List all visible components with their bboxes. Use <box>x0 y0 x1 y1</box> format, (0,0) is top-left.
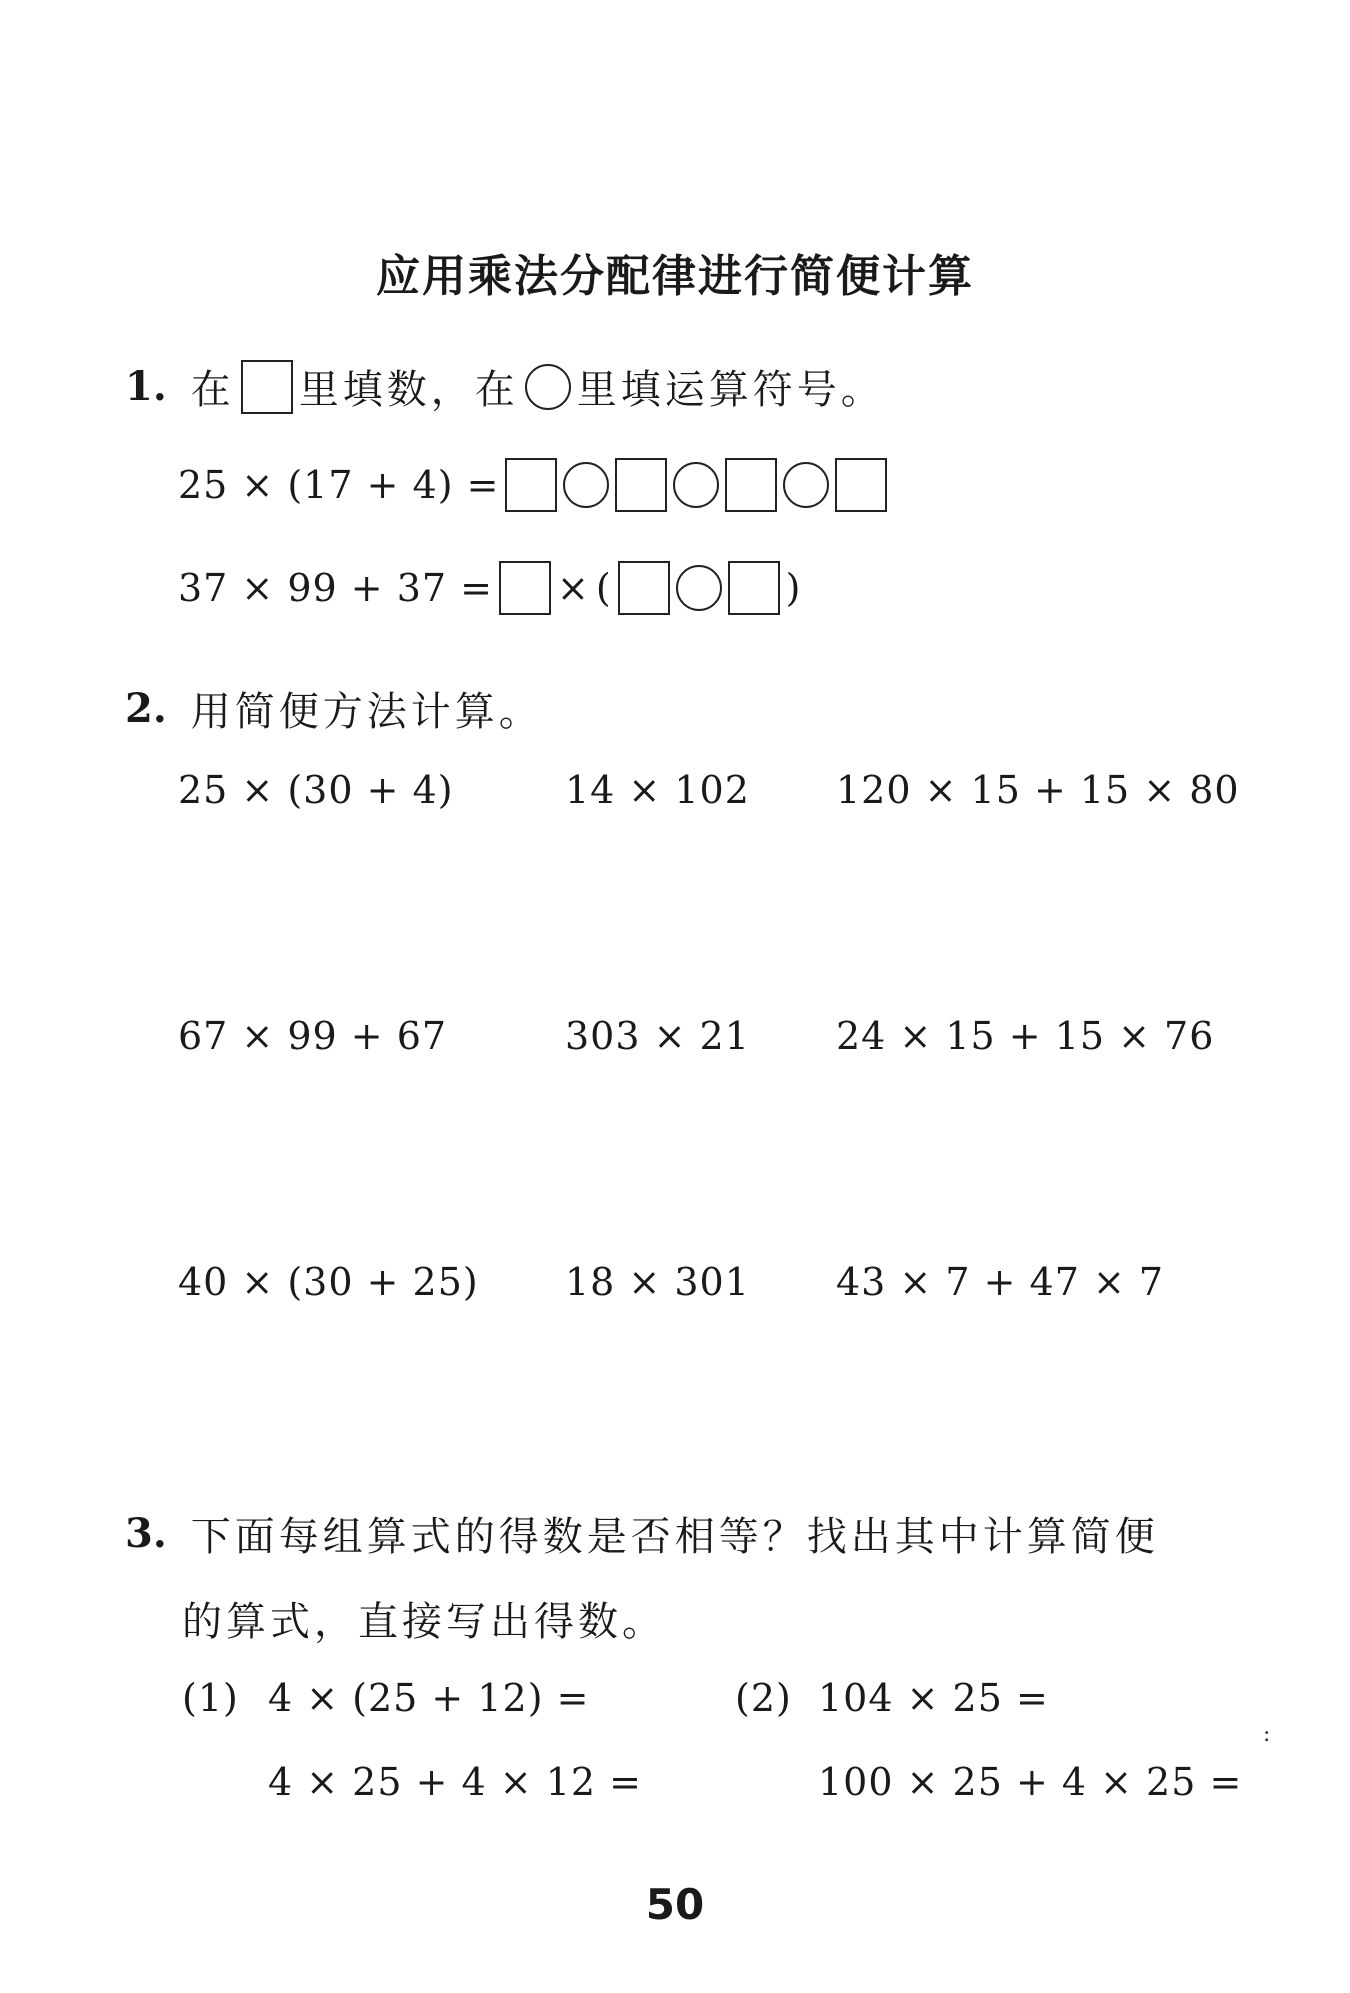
exercise: 25 × (30 + 4) <box>178 768 454 812</box>
answer-box[interactable] <box>505 458 557 512</box>
close-paren: ) <box>785 566 802 610</box>
answer-box-icon <box>241 360 293 414</box>
question-number: 3. <box>125 1510 167 1557</box>
question-text: 在 <box>190 367 235 413</box>
equation: 4 × 25 + 4 × 12 = <box>268 1760 642 1804</box>
times-sign: × <box>556 566 590 610</box>
answer-box[interactable] <box>499 561 551 615</box>
operator-circle[interactable] <box>563 462 609 508</box>
operator-circle[interactable] <box>783 462 829 508</box>
equation: 4 × (25 + 12) = <box>268 1676 590 1720</box>
answer-box[interactable] <box>618 561 670 615</box>
operator-circle[interactable] <box>676 565 722 611</box>
exercise: 120 × 15 + 15 × 80 <box>836 768 1240 812</box>
question-text: 里填数，在 <box>298 367 519 413</box>
question-text: 里填运算符号。 <box>576 367 885 413</box>
exercise: 43 × 7 + 47 × 7 <box>836 1260 1165 1304</box>
exercise: 40 × (30 + 25) <box>178 1260 479 1304</box>
part-label: (1) <box>182 1676 239 1720</box>
question-text-continued: 的算式，直接写出得数。 <box>182 1599 666 1645</box>
answer-circle-icon <box>525 364 571 410</box>
open-paren: ( <box>595 566 612 610</box>
answer-box[interactable] <box>835 458 887 512</box>
expression: 37 × 99 + 37 = <box>178 566 493 610</box>
page-title: 应用乘法分配律进行简便计算 <box>376 251 974 302</box>
question-1-line-1 <box>178 458 887 512</box>
operator-circle[interactable] <box>673 462 719 508</box>
question-1-prompt <box>125 358 885 415</box>
expression: 25 × (17 + 4) = <box>178 463 500 507</box>
stray-mark: : <box>1263 1722 1271 1747</box>
question-2-prompt <box>125 680 543 737</box>
answer-box[interactable] <box>725 458 777 512</box>
question-text: 用简便方法计算。 <box>190 689 543 735</box>
answer-box[interactable] <box>615 458 667 512</box>
exercise: 24 × 15 + 15 × 76 <box>836 1014 1215 1058</box>
question-1-line-2 <box>178 561 801 615</box>
exercise: 67 × 99 + 67 <box>178 1014 448 1058</box>
exercise: 18 × 301 <box>565 1260 750 1304</box>
question-text: 下面每组算式的得数是否相等？找出其中计算简便 <box>190 1514 1159 1560</box>
page-number: 50 <box>645 1880 705 1929</box>
exercise: 14 × 102 <box>565 768 750 812</box>
part-label: (2) <box>735 1676 792 1720</box>
equation: 104 × 25 = <box>818 1676 1049 1720</box>
question-3-prompt <box>125 1505 1159 1562</box>
answer-box[interactable] <box>728 561 780 615</box>
equation: 100 × 25 + 4 × 25 = <box>818 1760 1243 1804</box>
exercise: 303 × 21 <box>565 1014 750 1058</box>
question-number: 2. <box>125 685 167 732</box>
question-number: 1. <box>125 363 167 410</box>
